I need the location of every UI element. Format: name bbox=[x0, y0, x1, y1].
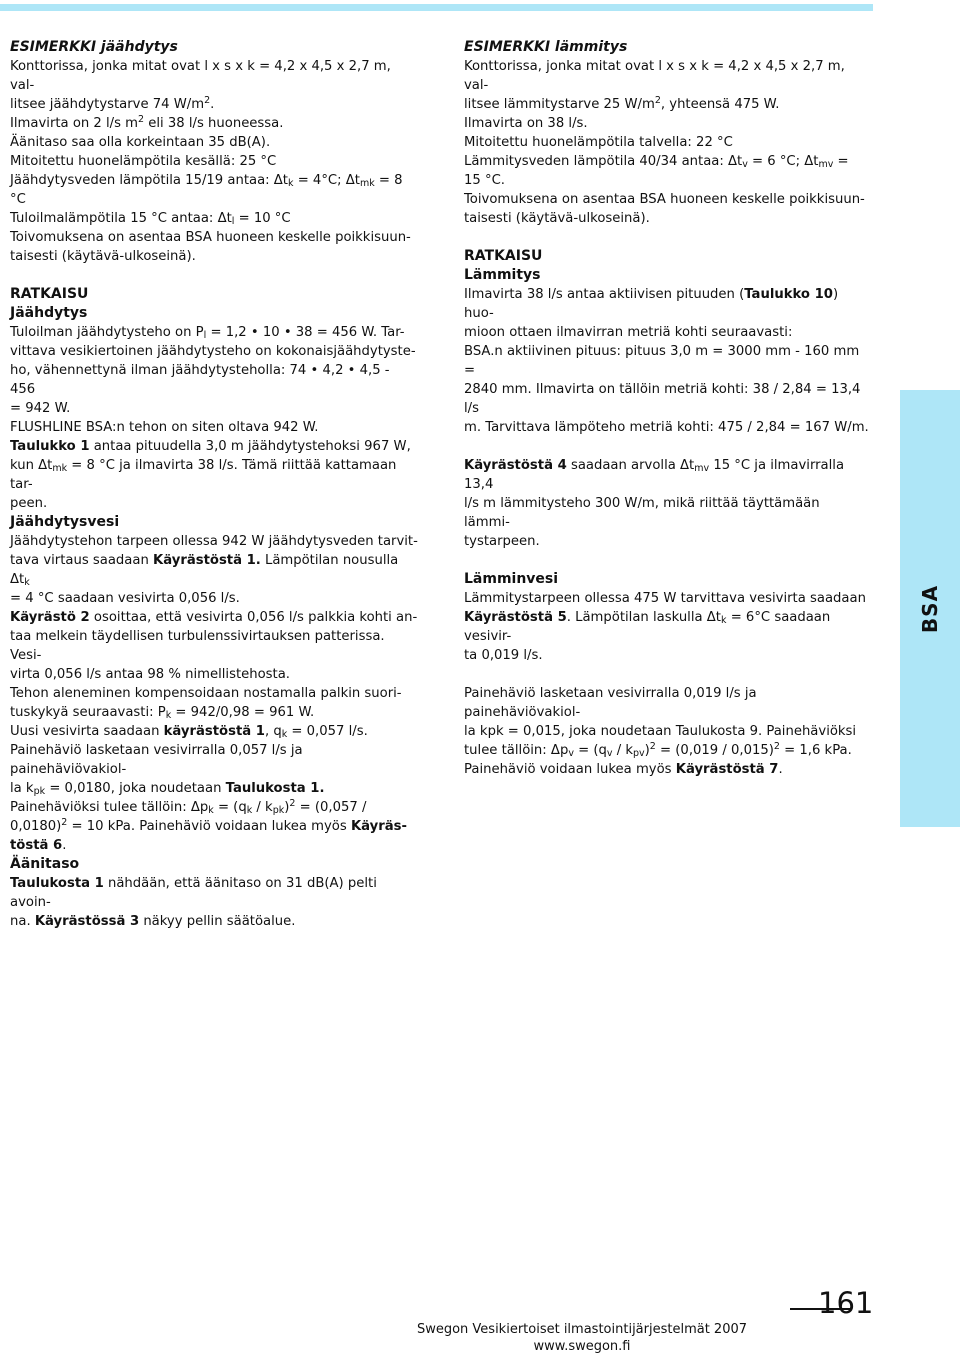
text-line: l/s m lämmitysteho 300 W/m, mikä riittää täyttämään lämmi- bbox=[464, 496, 820, 530]
text-line: taisesti (käytävä-ulkoseinä). bbox=[10, 249, 196, 264]
text-line: Käyrästöstä 5. Lämpötilan laskulla $\Delta t_k = 6^\circ C$ saadaan vesivir- bbox=[464, 610, 831, 644]
text-line: töstä 6. bbox=[10, 838, 67, 853]
text-line: la $k_{pk} = 0,0180$, joka noudetaan Taulukosta 1. bbox=[10, 781, 325, 797]
text-line: litsee jäähdytystarve 74 $W/m^2$. bbox=[10, 95, 215, 112]
text-line: m. Tarvittava lämpöteho metriä kohti: 475 / 2,84 = 167 W/m. bbox=[464, 420, 869, 435]
text-line: taa melkein täydellisen turbulenssivirtauksen patterissa. Vesi- bbox=[10, 629, 385, 663]
text-line: Konttorissa, jonka mitat ovat l x s x k = 4,2 x 4,5 x 2,7 m, val- bbox=[464, 59, 845, 93]
text-line: ta 0,019 l/s. bbox=[464, 648, 543, 663]
text-line: Ilmavirta on 2 l/s $m^2$ eli 38 l/s huoneessa. bbox=[10, 114, 284, 131]
text-line: Lämmitysveden lämpötila 40/34 antaa: $\Delta t_v = 6$ °C; $\Delta t_{mv} = 15$ °C. bbox=[464, 154, 849, 188]
side-tab bbox=[900, 390, 960, 827]
example-cooling-column bbox=[10, 38, 418, 931]
text-line: la kpk = 0,015, joka noudetaan Taulukosta 9. Painehäviöksi bbox=[464, 724, 857, 739]
text-line: Taulukosta 1 nähdään, että äänitaso on 31 dB(A) pelti avoin- bbox=[10, 876, 377, 910]
top-accent-bar bbox=[0, 4, 873, 11]
text-line: Painehäviöksi tulee tällöin: $\Delta p_k = (q_k / k_{pk})^2 = (0,057$ / bbox=[10, 798, 367, 816]
footer-publication: Swegon Vesikiertoiset ilmastointijärjestelmät 2007 bbox=[416, 1322, 748, 1337]
text-line: Painehäviö lasketaan vesivirralla 0,057 l/s ja painehäviövakiol- bbox=[10, 743, 303, 777]
text-line: Käyrästöstä 4 saadaan arvolla $\Delta t_{mv}$ 15 °C ja ilmavirralla 13,4 bbox=[464, 458, 845, 492]
text-line: Mitoitettu huonelämpötila kesällä: 25 °C bbox=[10, 154, 277, 169]
solution-heading: RATKAISU bbox=[10, 286, 89, 302]
text-line: vittava vesikiertoinen jäähdytysteho on kokonaisjäähdytyste- bbox=[10, 344, 416, 359]
heating-example-title: ESIMERKKI lämmitys bbox=[464, 39, 628, 55]
text-line: Äänitaso saa olla korkeintaan 35 dB(A). bbox=[10, 135, 271, 150]
text-line: Mitoitettu huonelämpötila talvella: 22 °C bbox=[464, 135, 733, 150]
side-tab-label: BSA bbox=[918, 584, 942, 633]
text-line: mioon ottaen ilmavirran metriä kohti seuraavasti: bbox=[464, 325, 793, 340]
solution-heading: RATKAISU bbox=[464, 248, 543, 264]
footer-website-link[interactable]: www.swegon.fi bbox=[533, 1339, 631, 1354]
text-line: ho, vähennettynä ilman jäähdytysteholla: 74 • 4,2 • 4,5 - 456 bbox=[10, 363, 390, 397]
text-line: tystarpeen. bbox=[464, 534, 540, 549]
text-line: Ilmavirta on 38 l/s. bbox=[464, 116, 588, 131]
text-line: BSA.n aktiivinen pituus: pituus 3,0 m = 3000 mm - 160 mm = bbox=[464, 344, 860, 378]
text-line: Tehon aleneminen kompensoidaan nostamalla palkin suori- bbox=[10, 686, 402, 701]
cooling-water-heading: Jäähdytysvesi bbox=[10, 514, 120, 530]
cooling-example-title: ESIMERKKI jäähdytys bbox=[10, 39, 178, 55]
text-line: Tuloilmalämpötila 15 °C antaa: $\Delta t_l = 10$ °C bbox=[10, 211, 291, 227]
heating-heading: Lämmitys bbox=[464, 267, 541, 283]
text-line: Jäähdytysveden lämpötila 15/19 antaa: $\Delta t_k = 4^\circ C$; $\Delta t_{mk} = 8$ °C bbox=[10, 173, 403, 207]
text-line: Jäähdytystehon tarpeen ollessa 942 W jäähdytysveden tarvit- bbox=[10, 534, 418, 549]
text-line: Toivomuksena on asentaa BSA huoneen keskelle poikkisuun- bbox=[10, 230, 411, 245]
text-line: Tuloilman jäähdytysteho on $P_l = 1,2$ • 10 • 38 = 456 W. Tar- bbox=[10, 325, 405, 341]
text-line: Painehäviö voidaan lukea myös Käyrästöstä 7. bbox=[464, 762, 783, 777]
text-line: = 4 °C saadaan vesivirta 0,056 l/s. bbox=[10, 591, 240, 606]
text-line: Lämmitystarpeen ollessa 475 W tarvittava vesivirta saadaan bbox=[464, 591, 866, 606]
hot-water-heading: Lämminvesi bbox=[464, 571, 559, 587]
text-line: Taulukko 1 antaa pituudella 3,0 m jäähdytystehoksi 967 W, bbox=[10, 439, 411, 454]
example-heating-column bbox=[464, 38, 869, 779]
page-number: 161 bbox=[818, 1286, 874, 1320]
page-footer bbox=[292, 1321, 872, 1355]
text-line: peen. bbox=[10, 496, 48, 511]
sound-level-heading: Äänitaso bbox=[10, 856, 80, 872]
text-line: FLUSHLINE BSA:n tehon on siten oltava 942 W. bbox=[10, 420, 319, 435]
text-line: na. Käyrästössä 3 näkyy pellin säätöalue. bbox=[10, 914, 296, 929]
text-line: Uusi vesivirta saadaan käyrästöstä 1, $q_k = 0,057$ l/s. bbox=[10, 724, 368, 740]
text-line: 0,0180)$^2$ = 10 kPa. Painehäviö voidaan lukea myös Käyräs- bbox=[10, 817, 407, 834]
text-line: Konttorissa, jonka mitat ovat l x s x k = 4,2 x 4,5 x 2,7 m, val- bbox=[10, 59, 391, 93]
text-line: Ilmavirta 38 l/s antaa aktiivisen pituuden (Taulukko 10) huo- bbox=[464, 287, 839, 321]
text-line: tava virtaus saadaan Käyrästöstä 1. Lämpötilan nousulla $\Delta t_k$ bbox=[10, 553, 399, 588]
text-line: Painehäviö lasketaan vesivirralla 0,019 l/s ja painehäviövakiol- bbox=[464, 686, 757, 720]
text-line: Käyrästö 2 osoittaa, että vesivirta 0,056 l/s palkkia kohti an- bbox=[10, 610, 418, 625]
text-line: Toivomuksena on asentaa BSA huoneen keskelle poikkisuun- bbox=[464, 192, 865, 207]
text-line: tulee tällöin: $\Delta p_v = (q_v / k_{pv})^2 = (0,019 / 0,015)^2 = 1,6$ kPa. bbox=[464, 741, 852, 759]
text-line: litsee lämmitystarve 25 $W/m^2$, yhteensä 475 W. bbox=[464, 95, 780, 112]
cooling-heading: Jäähdytys bbox=[10, 305, 88, 321]
text-line: tuskykyä seuraavasti: $P_k = 942/0,98 = 961$ W. bbox=[10, 705, 315, 721]
text-line: = 942 W. bbox=[10, 401, 71, 416]
text-line: virta 0,056 l/s antaa 98 % nimellistehosta. bbox=[10, 667, 290, 682]
text-line: taisesti (käytävä-ulkoseinä). bbox=[464, 211, 650, 226]
text-line: 2840 mm. Ilmavirta on tällöin metriä kohti: 38 / 2,84 = 13,4 l/s bbox=[464, 382, 861, 416]
text-line: kun $\Delta t_{mk} = 8$ °C ja ilmavirta 38 l/s. Tämä riittää kattamaan tar- bbox=[10, 458, 397, 492]
